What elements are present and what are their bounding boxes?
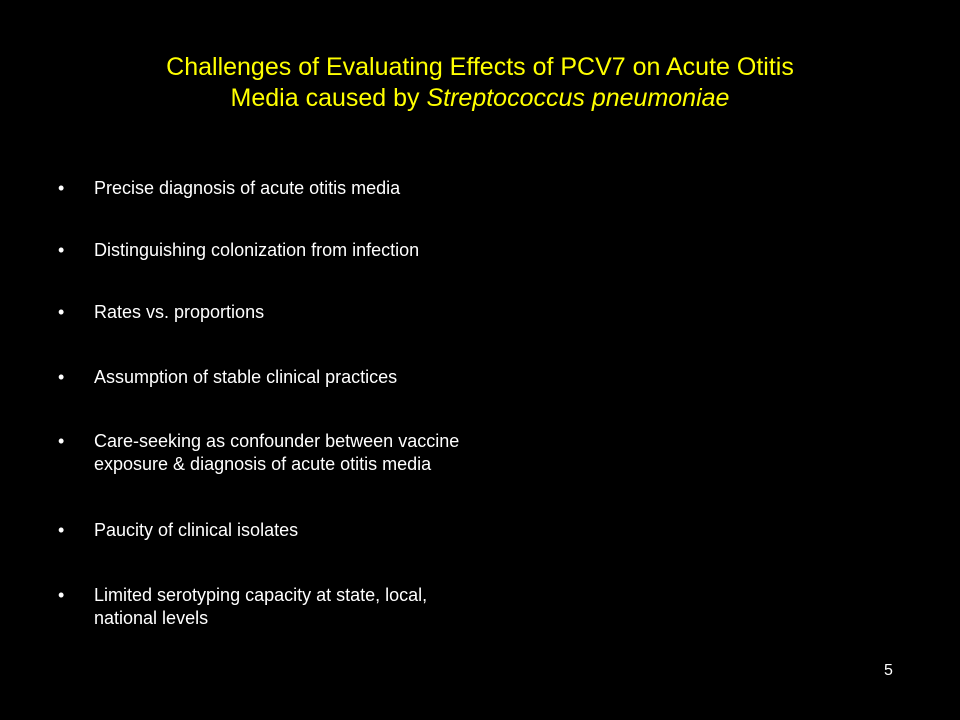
- bullet-marker: •: [58, 585, 65, 605]
- bullet-marker: •: [58, 431, 65, 451]
- title-line-1: Challenges of Evaluating Effects of PCV7 on Acute Otitis: [166, 53, 794, 81]
- bullet-text: Assumption of stable clinical practices: [94, 367, 398, 387]
- page-number: 5: [884, 662, 893, 679]
- bullet-item: [58, 519, 658, 542]
- bullet-item: [58, 301, 658, 324]
- bullet-marker: •: [58, 178, 65, 198]
- bullet-text: [94, 584, 658, 630]
- bullet-item: [58, 177, 658, 200]
- bullet-text-line-2: national levels: [94, 608, 209, 628]
- bullet-text-line-2: exposure & diagnosis of acute otitis media: [94, 454, 432, 474]
- bullet-text-line-1: Limited serotyping capacity at state, local,: [94, 585, 428, 605]
- bullet-text: Precise diagnosis of acute otitis media: [94, 178, 401, 198]
- bullet-item: [58, 366, 658, 389]
- slide-title: [40, 52, 920, 114]
- bullet-marker: •: [58, 520, 65, 540]
- bullet-item: [58, 239, 658, 262]
- bullet-item: [58, 584, 658, 630]
- bullet-marker: •: [58, 302, 65, 322]
- title-line-2-italic: Streptococcus pneumoniae: [426, 84, 730, 112]
- bullet-text: Rates vs. proportions: [94, 302, 265, 322]
- bullet-text: Distinguishing colonization from infection: [94, 240, 420, 260]
- bullet-text: [94, 430, 658, 476]
- bullet-text: Paucity of clinical isolates: [94, 520, 299, 540]
- title-line-2-plain: Media caused by: [230, 84, 427, 112]
- bullet-text-line-1: Care-seeking as confounder between vaccine: [94, 431, 460, 451]
- bullet-marker: •: [58, 240, 65, 260]
- bullet-marker: •: [58, 367, 65, 387]
- bullet-item: [58, 430, 658, 476]
